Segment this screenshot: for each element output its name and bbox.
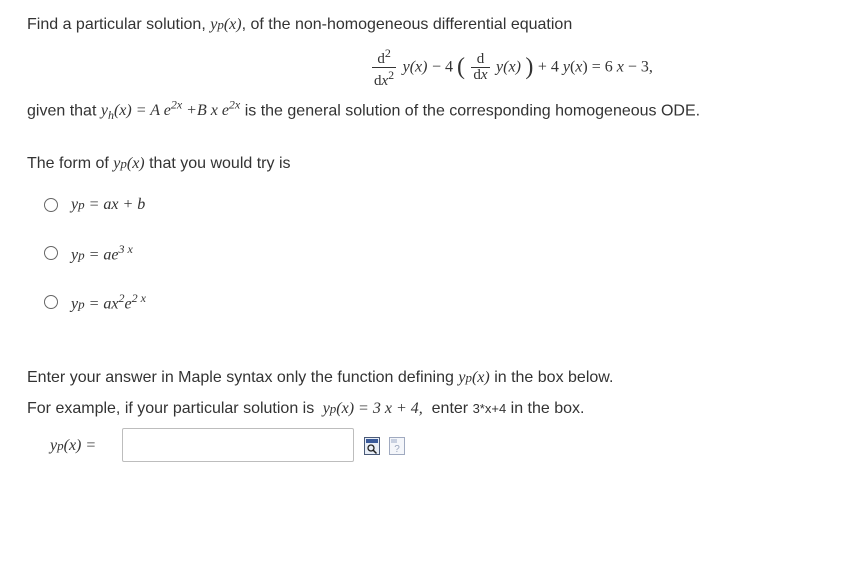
svg-text:?: ? bbox=[394, 444, 400, 455]
example-code: 3*x+4 bbox=[472, 401, 507, 416]
first-derivative-fraction: $\frac{d}{dx}$ bbox=[473, 51, 488, 83]
given-text: given that bbox=[27, 102, 97, 120]
instructions-line2: For example, if your particular solution is yp(x) = 3 x + 4, enter 3*x+4 in the box. bbox=[27, 400, 585, 417]
form-prompt bbox=[27, 155, 291, 173]
question-intro bbox=[27, 16, 572, 34]
given-rest: is the general solution of the corresponding homogeneous ODE. bbox=[244, 102, 701, 120]
answer-input[interactable] bbox=[122, 428, 354, 462]
option-1[interactable] bbox=[44, 196, 145, 214]
form-prompt-after: that you would try is bbox=[149, 155, 291, 172]
option-label: yp = $ae^{3 x}$ bbox=[71, 242, 133, 264]
instructions-symbol: yp(x) bbox=[458, 369, 490, 386]
given-line bbox=[27, 98, 700, 124]
option-label: yp = $ax^2e^{2 x}$ bbox=[71, 291, 146, 313]
differential-equation: $\frac{d^2}{dx^2}$ y(x) − 4 ( $\frac{d}{dx}$ y(x) ) + 4 y(x) = 6 x − 3, bbox=[374, 46, 653, 89]
second-derivative-fraction: $\frac{d^2}{dx^2}$ bbox=[374, 46, 395, 89]
instructions-example: yp(x) = 3 x + 4, bbox=[318, 400, 423, 417]
preview-icon[interactable] bbox=[364, 437, 380, 455]
radio-button[interactable] bbox=[44, 198, 58, 212]
yh-expression: $y_h(x) = A$ $e^{2x} +B$ x $e^{2x}$ bbox=[100, 98, 241, 123]
answer-label: yp(x) = bbox=[50, 437, 97, 454]
form-prompt-before: The form of bbox=[27, 155, 109, 172]
radio-button[interactable] bbox=[44, 246, 58, 260]
equation-term3: + 4 y(x) = 6 x − 3, bbox=[537, 58, 653, 76]
equation-term2: y(x) bbox=[496, 58, 521, 76]
form-prompt-symbol: yp(x) bbox=[113, 155, 145, 172]
option-3[interactable] bbox=[44, 291, 146, 313]
help-icon[interactable] bbox=[389, 437, 405, 455]
intro-text: Find a particular solution, bbox=[27, 16, 206, 33]
radio-button[interactable] bbox=[44, 295, 58, 309]
instructions-line1: Enter your answer in Maple syntax only the function defining yp(x) in the box below. bbox=[27, 369, 614, 386]
intro-rest: , of the non-homogeneous differential equation bbox=[241, 16, 573, 33]
equation-term1: y(x) bbox=[402, 58, 428, 76]
option-label: yp = ax + b bbox=[71, 196, 146, 213]
yp-symbol: yp(x) bbox=[210, 16, 242, 33]
option-2[interactable] bbox=[44, 242, 133, 264]
